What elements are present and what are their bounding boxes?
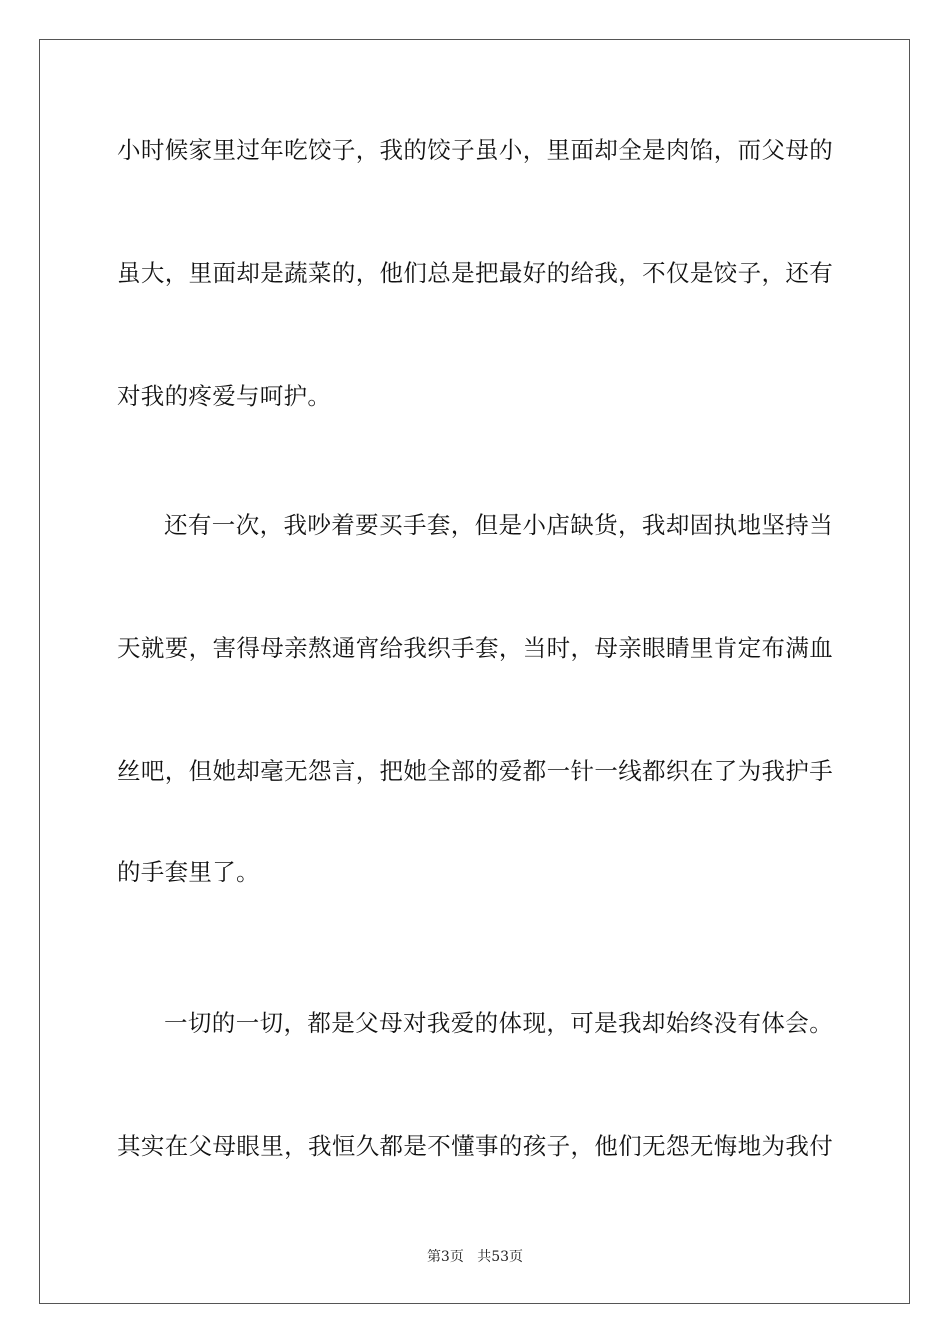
page-border	[39, 39, 910, 1304]
paragraph-line: 其实在父母眼里，我恒久都是不懂事的孩子，他们无怨无悔地为我付	[117, 1132, 833, 1160]
page-footer	[0, 1247, 950, 1267]
paragraph-line: 天就要，害得母亲熬通宵给我织手套，当时，母亲眼睛里肯定布满血	[117, 634, 833, 662]
page-number: 第3页	[426, 1249, 464, 1265]
paragraph-line: 小时候家里过年吃饺子，我的饺子虽小，里面却全是肉馅，而父母的	[117, 136, 833, 164]
paragraph-line: 丝吧，但她却毫无怨言，把她全部的爱都一针一线都织在了为我护手	[117, 757, 833, 785]
paragraph-line: 对我的疼爱与呵护。	[117, 382, 332, 410]
total-pages: 共53页	[477, 1249, 524, 1265]
paragraph-line: 虽大，里面却是蔬菜的，他们总是把最好的给我，不仅是饺子，还有	[117, 259, 833, 287]
paragraph-line: 还有一次，我吵着要买手套，但是小店缺货，我却固执地坚持当	[164, 511, 833, 539]
paragraph-line: 的手套里了。	[117, 858, 260, 886]
paragraph-line: 一切的一切，都是父母对我爱的体现，可是我却始终没有体会。	[164, 1009, 833, 1037]
